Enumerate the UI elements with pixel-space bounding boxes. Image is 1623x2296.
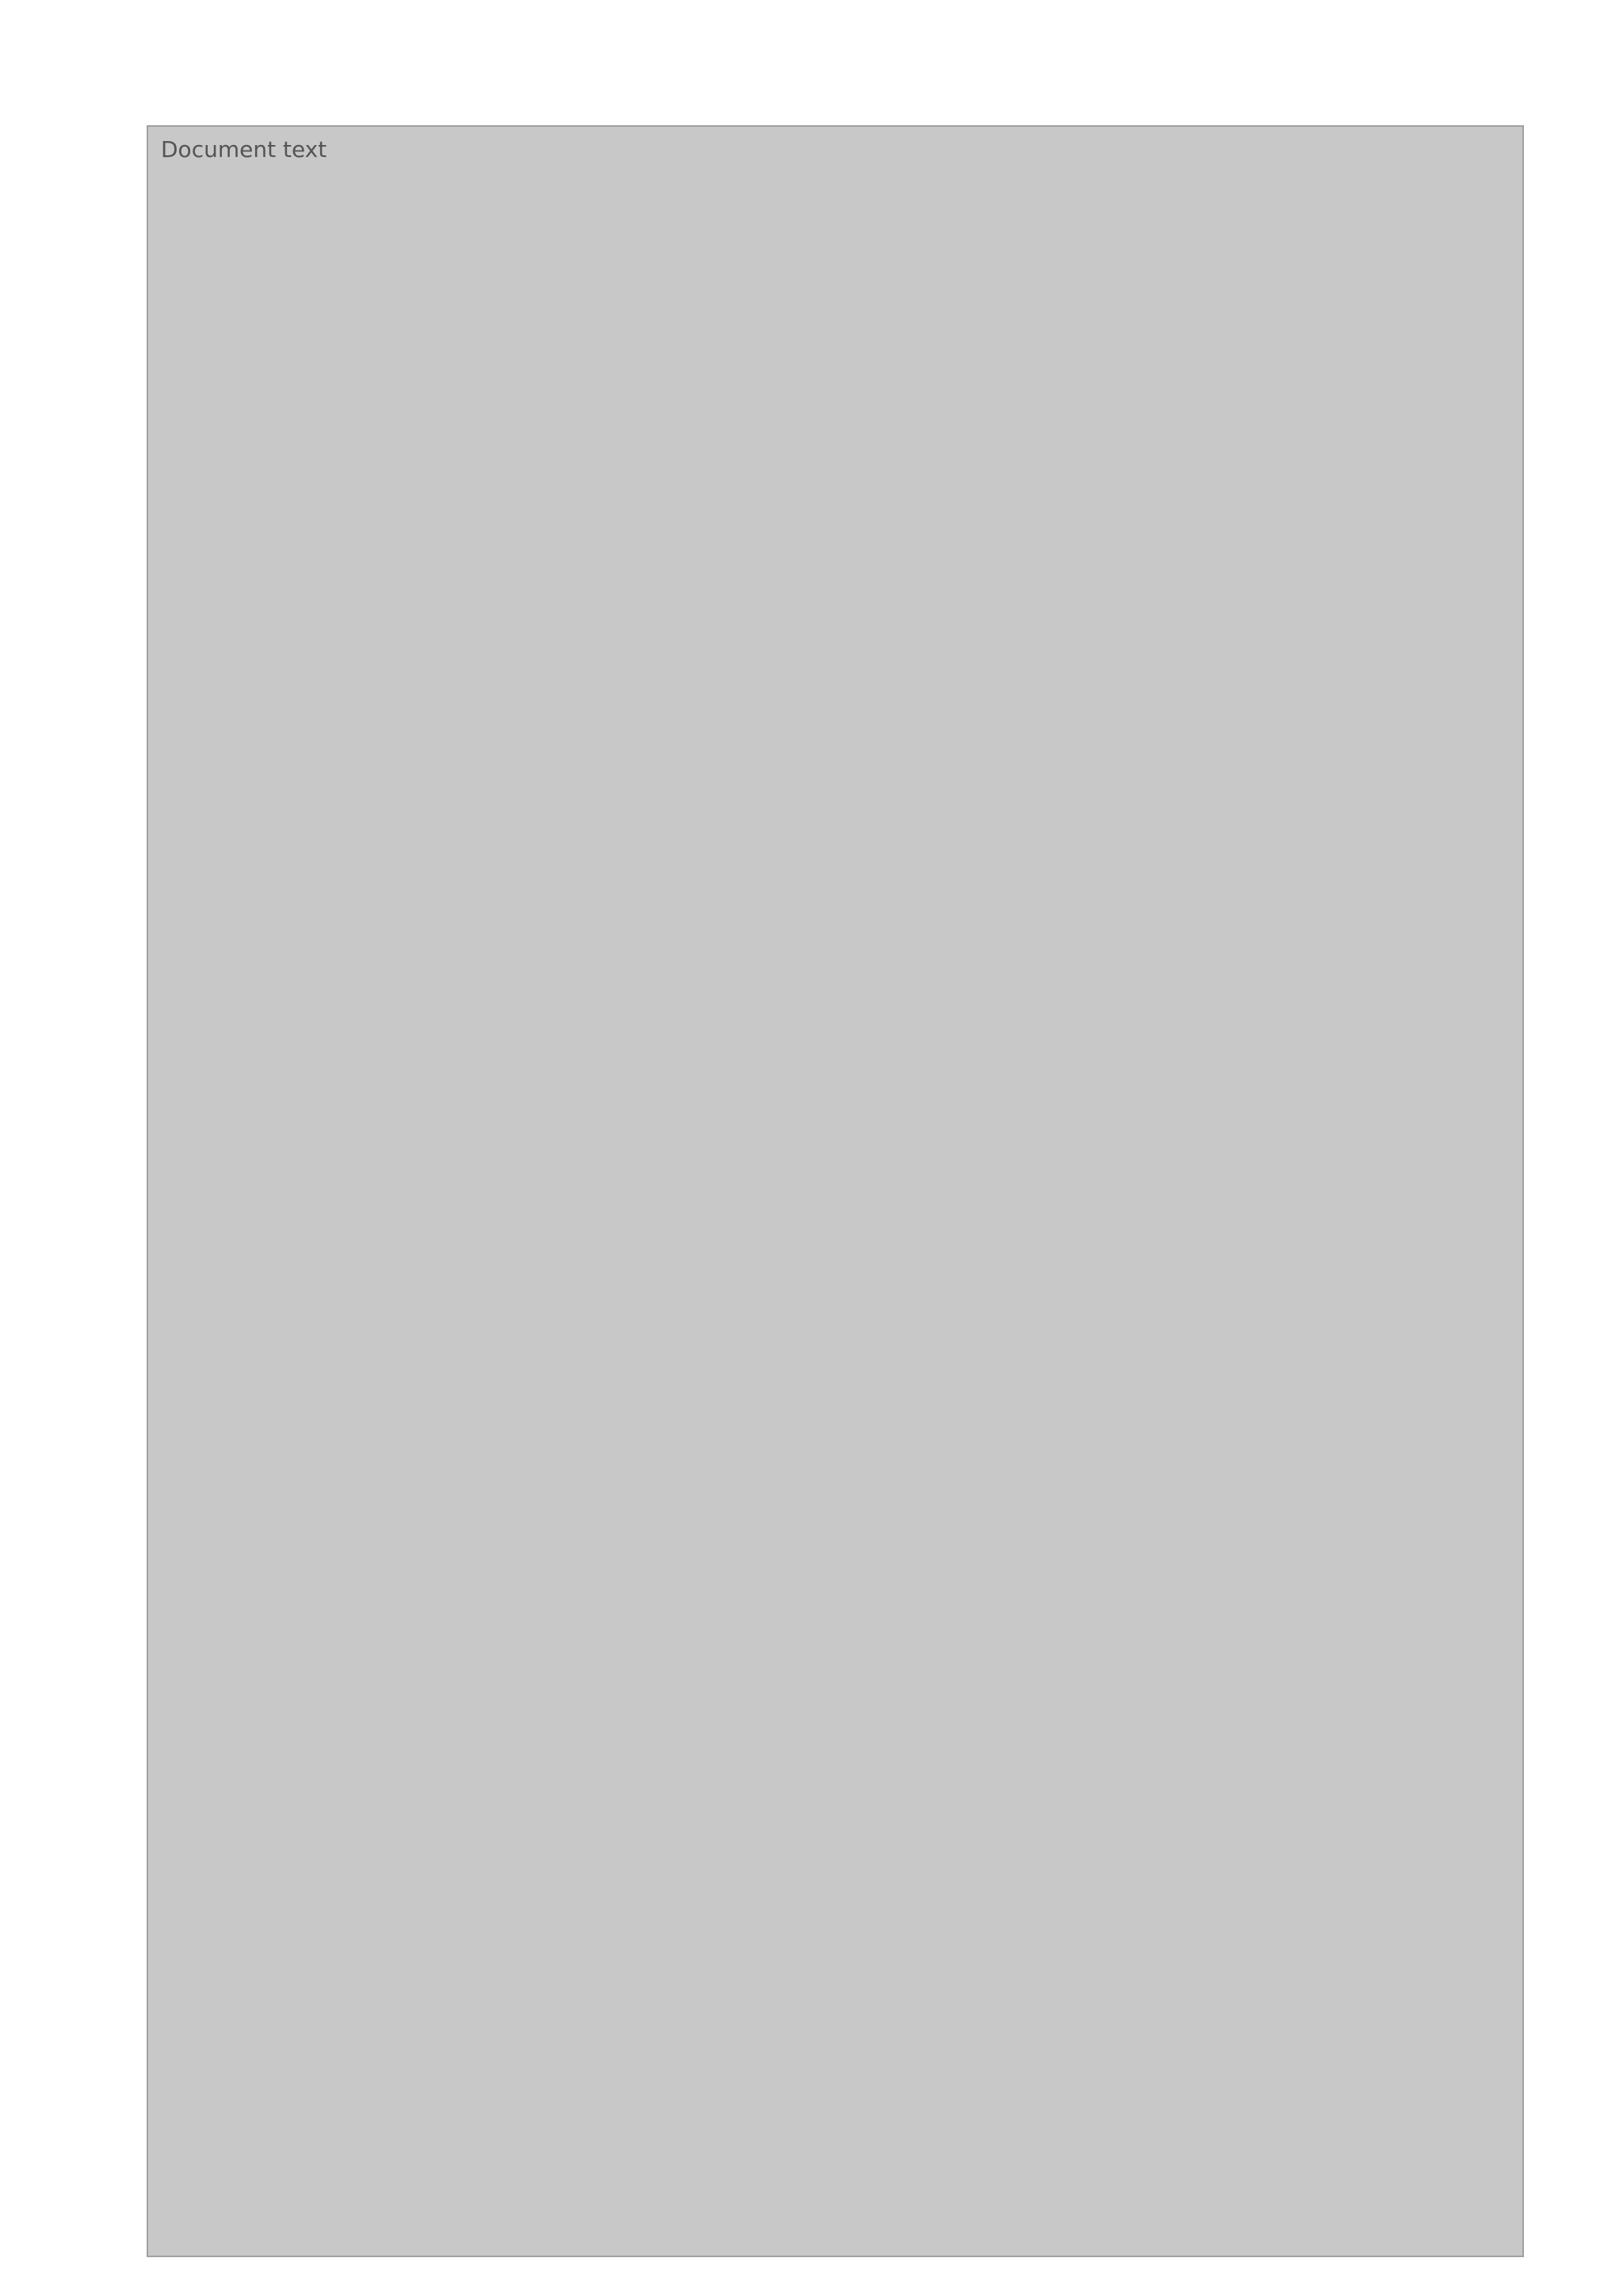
placeholder-label: Document text	[161, 136, 327, 162]
document-text-block	[147, 125, 1524, 2257]
